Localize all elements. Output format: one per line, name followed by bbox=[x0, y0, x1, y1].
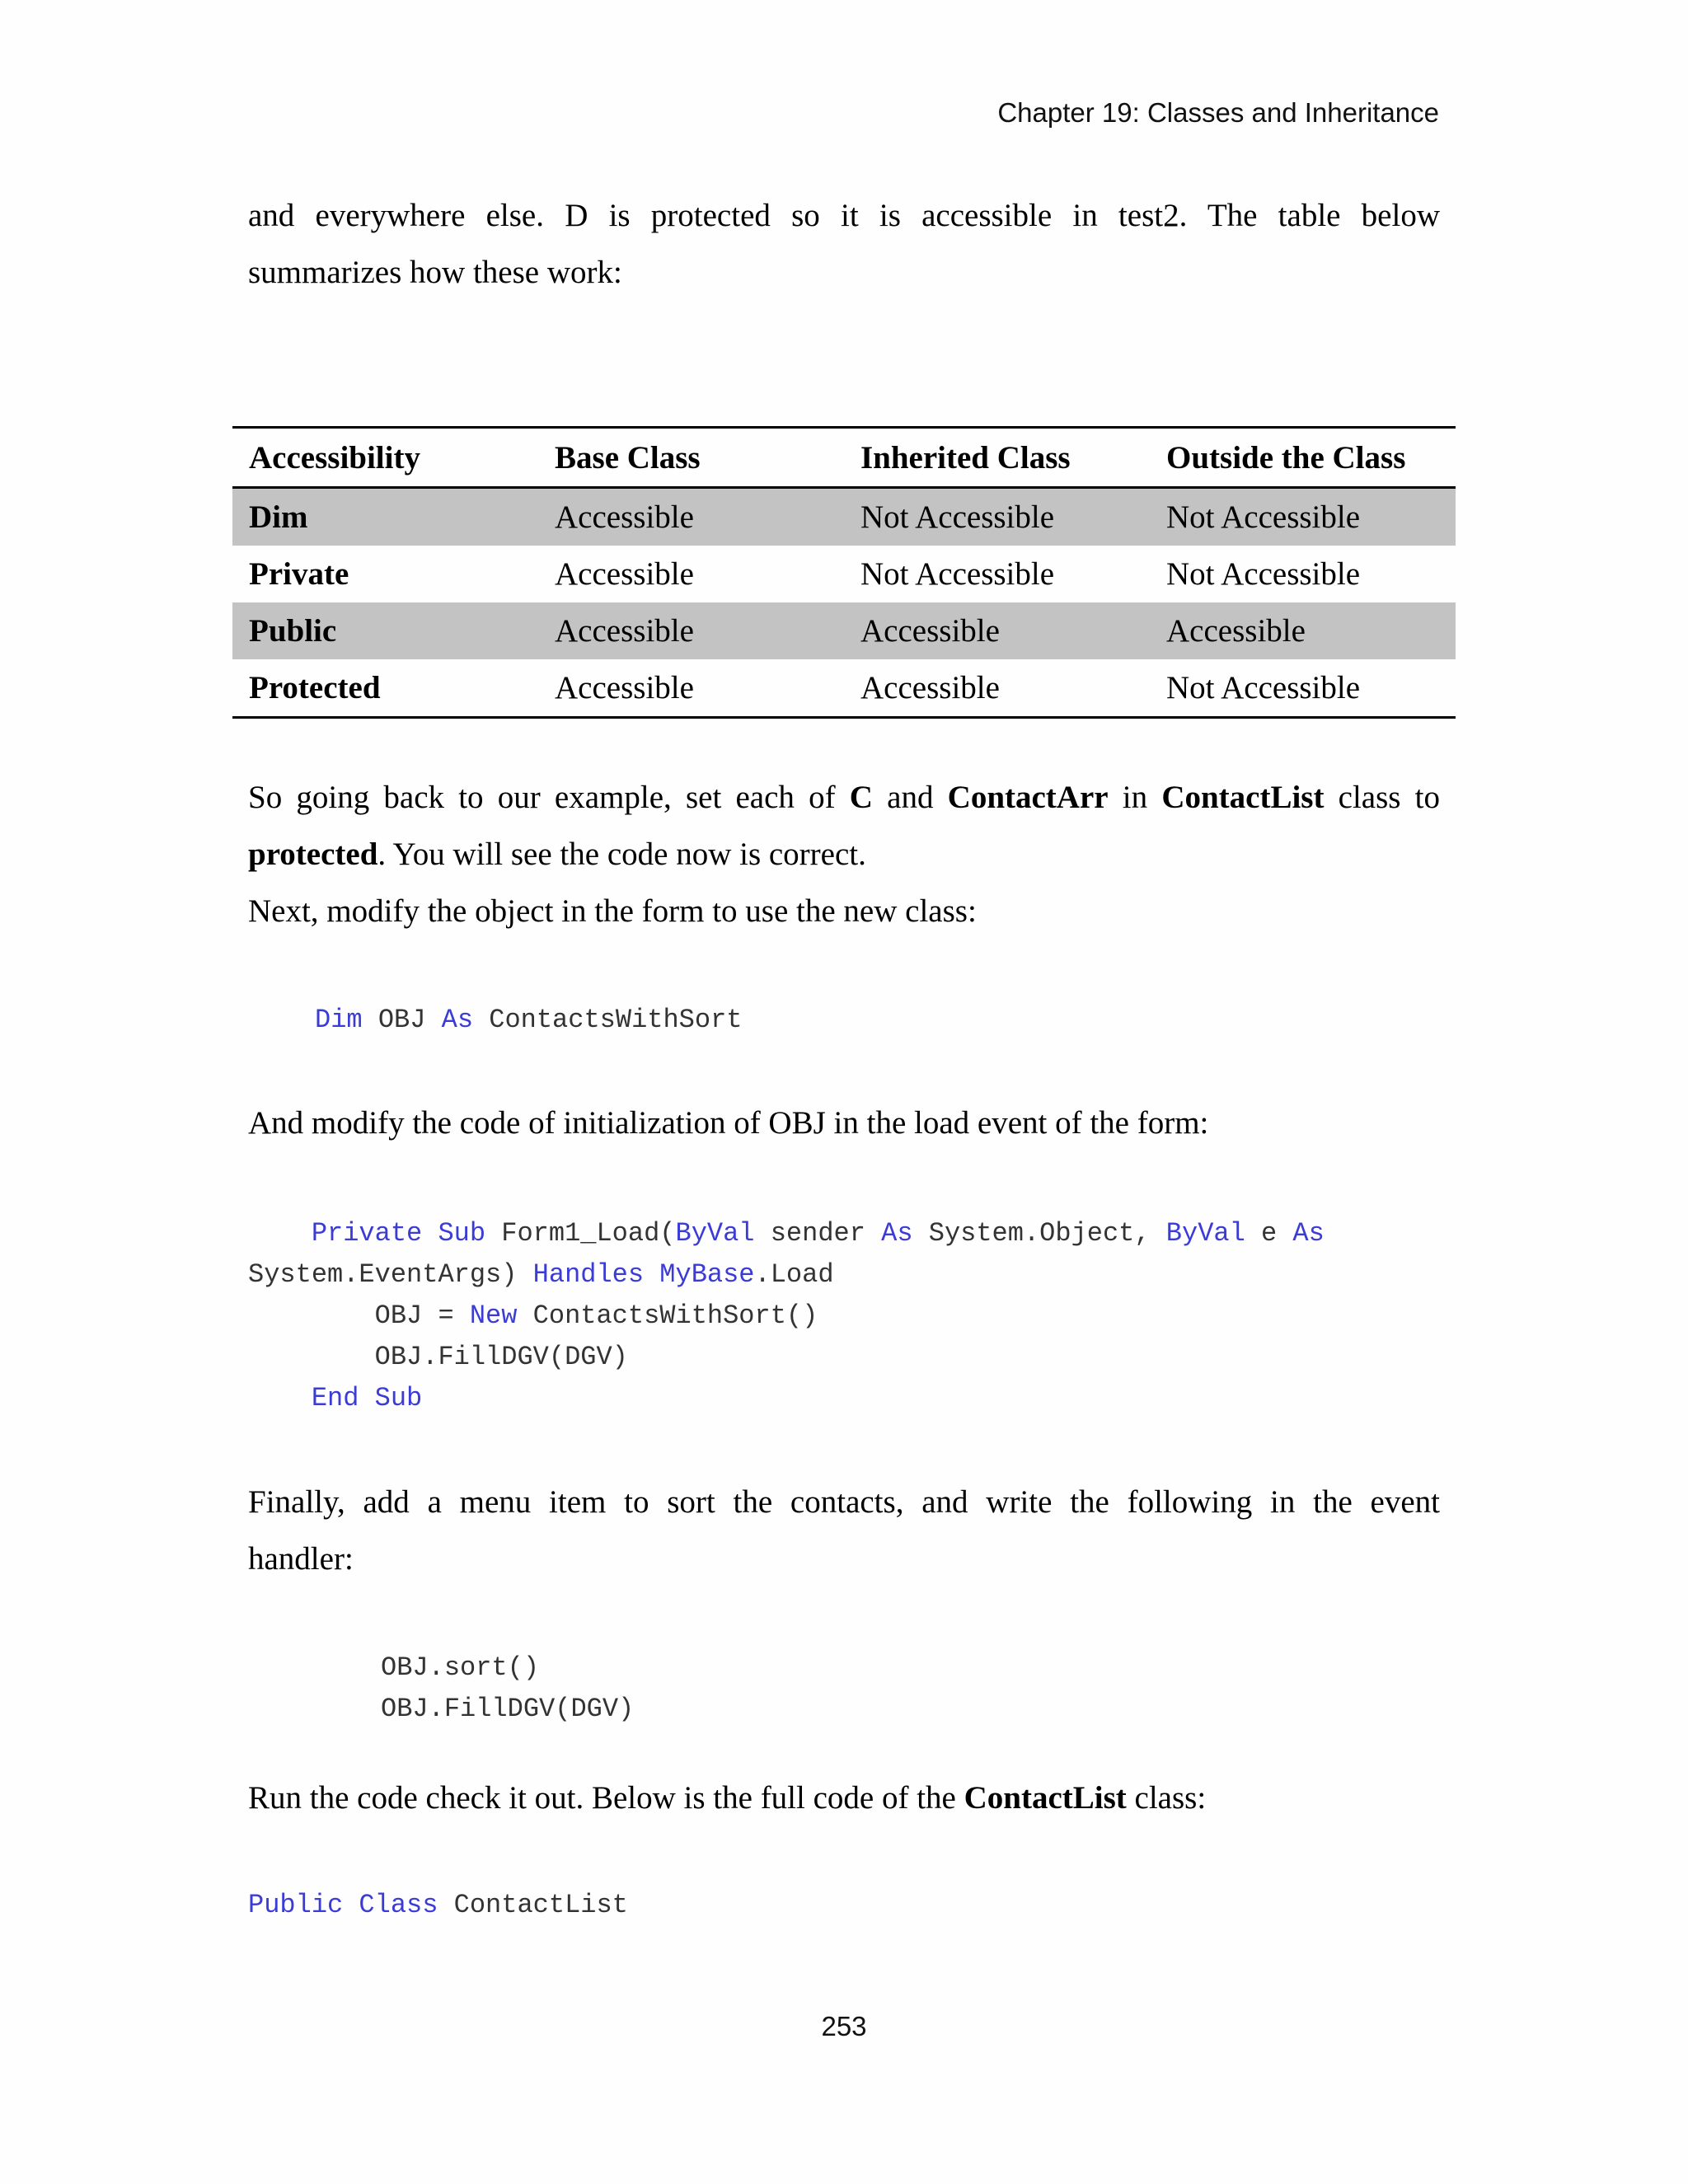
paragraph-line: Finally, add a menu item to sort the contacts, and write the following in the event bbox=[248, 1484, 1440, 1520]
intro-line-1: and everywhere else. D is protected so it is accessible in test2. The table below bbox=[248, 198, 1440, 233]
bold-term: ContactArr bbox=[947, 780, 1109, 815]
table-cell: Not Accessible bbox=[860, 556, 1055, 592]
table-cell: Accessible bbox=[555, 613, 694, 649]
table-cell: Accessible bbox=[555, 670, 694, 705]
intro-paragraph bbox=[248, 187, 1440, 301]
paragraph-initialization bbox=[248, 1094, 1440, 1151]
table-header-row bbox=[232, 428, 1456, 488]
paragraph-menu-item bbox=[248, 1474, 1440, 1587]
table-cell: Accessible bbox=[555, 499, 694, 535]
table-row bbox=[232, 488, 1456, 546]
code-block-declaration: Dim OBJ As ContactsWithSort bbox=[315, 1005, 743, 1035]
table-row bbox=[232, 546, 1456, 602]
table-row-head: Private bbox=[249, 556, 349, 592]
table-cell: Not Accessible bbox=[1166, 499, 1361, 535]
table-cell: Not Accessible bbox=[1166, 670, 1361, 705]
bold-term: ContactList bbox=[1161, 780, 1325, 815]
table-row bbox=[232, 602, 1456, 659]
page-number: 253 bbox=[821, 2011, 867, 2041]
code-block-form-load: Private Sub Form1_Load(ByVal sender As System.Object, ByVal e As System.EventArgs) Handles MyBase.Load OBJ = New ContactsWithSort() OBJ.FillDGV(DGV) End Sub bbox=[248, 1218, 1325, 1413]
table-cell: Accessible bbox=[555, 556, 694, 592]
table-row bbox=[232, 659, 1456, 718]
table-header-cell: Base Class bbox=[555, 439, 701, 476]
paragraph-line: protected. You will see the code now is correct. bbox=[248, 837, 866, 872]
running-header: Chapter 19: Classes and Inheritance bbox=[997, 97, 1439, 128]
table-header-cell: Outside the Class bbox=[1166, 439, 1406, 476]
table-cell: Accessible bbox=[860, 613, 1000, 649]
paragraph-line: So going back to our example, set each of C and ContactArr in ContactList class to bbox=[248, 780, 1440, 815]
paragraph-line: Run the code check it out. Below is the full code of the ContactList class: bbox=[248, 1780, 1207, 1816]
paragraph-full-code bbox=[248, 1769, 1440, 1826]
bold-term: ContactList bbox=[964, 1780, 1127, 1816]
paragraph-line: handler: bbox=[248, 1541, 354, 1577]
table-cell: Not Accessible bbox=[860, 499, 1055, 535]
paragraph-line: Next, modify the object in the form to use the new class: bbox=[248, 893, 977, 929]
code-block-class-header: Public Class ContactList bbox=[248, 1890, 628, 1920]
bold-term: protected bbox=[248, 837, 378, 872]
accessibility-table bbox=[232, 426, 1456, 719]
paragraph-protected bbox=[248, 769, 1440, 940]
table-row-head: Dim bbox=[249, 499, 308, 535]
table-row-head: Protected bbox=[249, 670, 381, 705]
paragraph-line: And modify the code of initialization of OBJ in the load event of the form: bbox=[248, 1105, 1209, 1141]
table-header-cell: Inherited Class bbox=[860, 439, 1071, 476]
table-row-head: Public bbox=[249, 613, 337, 649]
table-cell: Accessible bbox=[860, 670, 1000, 705]
table-cell: Accessible bbox=[1166, 613, 1306, 649]
table-cell: Not Accessible bbox=[1166, 556, 1361, 592]
code-block-sort-handler: OBJ.sort() OBJ.FillDGV(DGV) bbox=[381, 1652, 635, 1724]
intro-line-2: summarizes how these work: bbox=[248, 255, 622, 290]
bold-term: C bbox=[849, 780, 873, 815]
table-header-cell: Accessibility bbox=[249, 439, 420, 476]
